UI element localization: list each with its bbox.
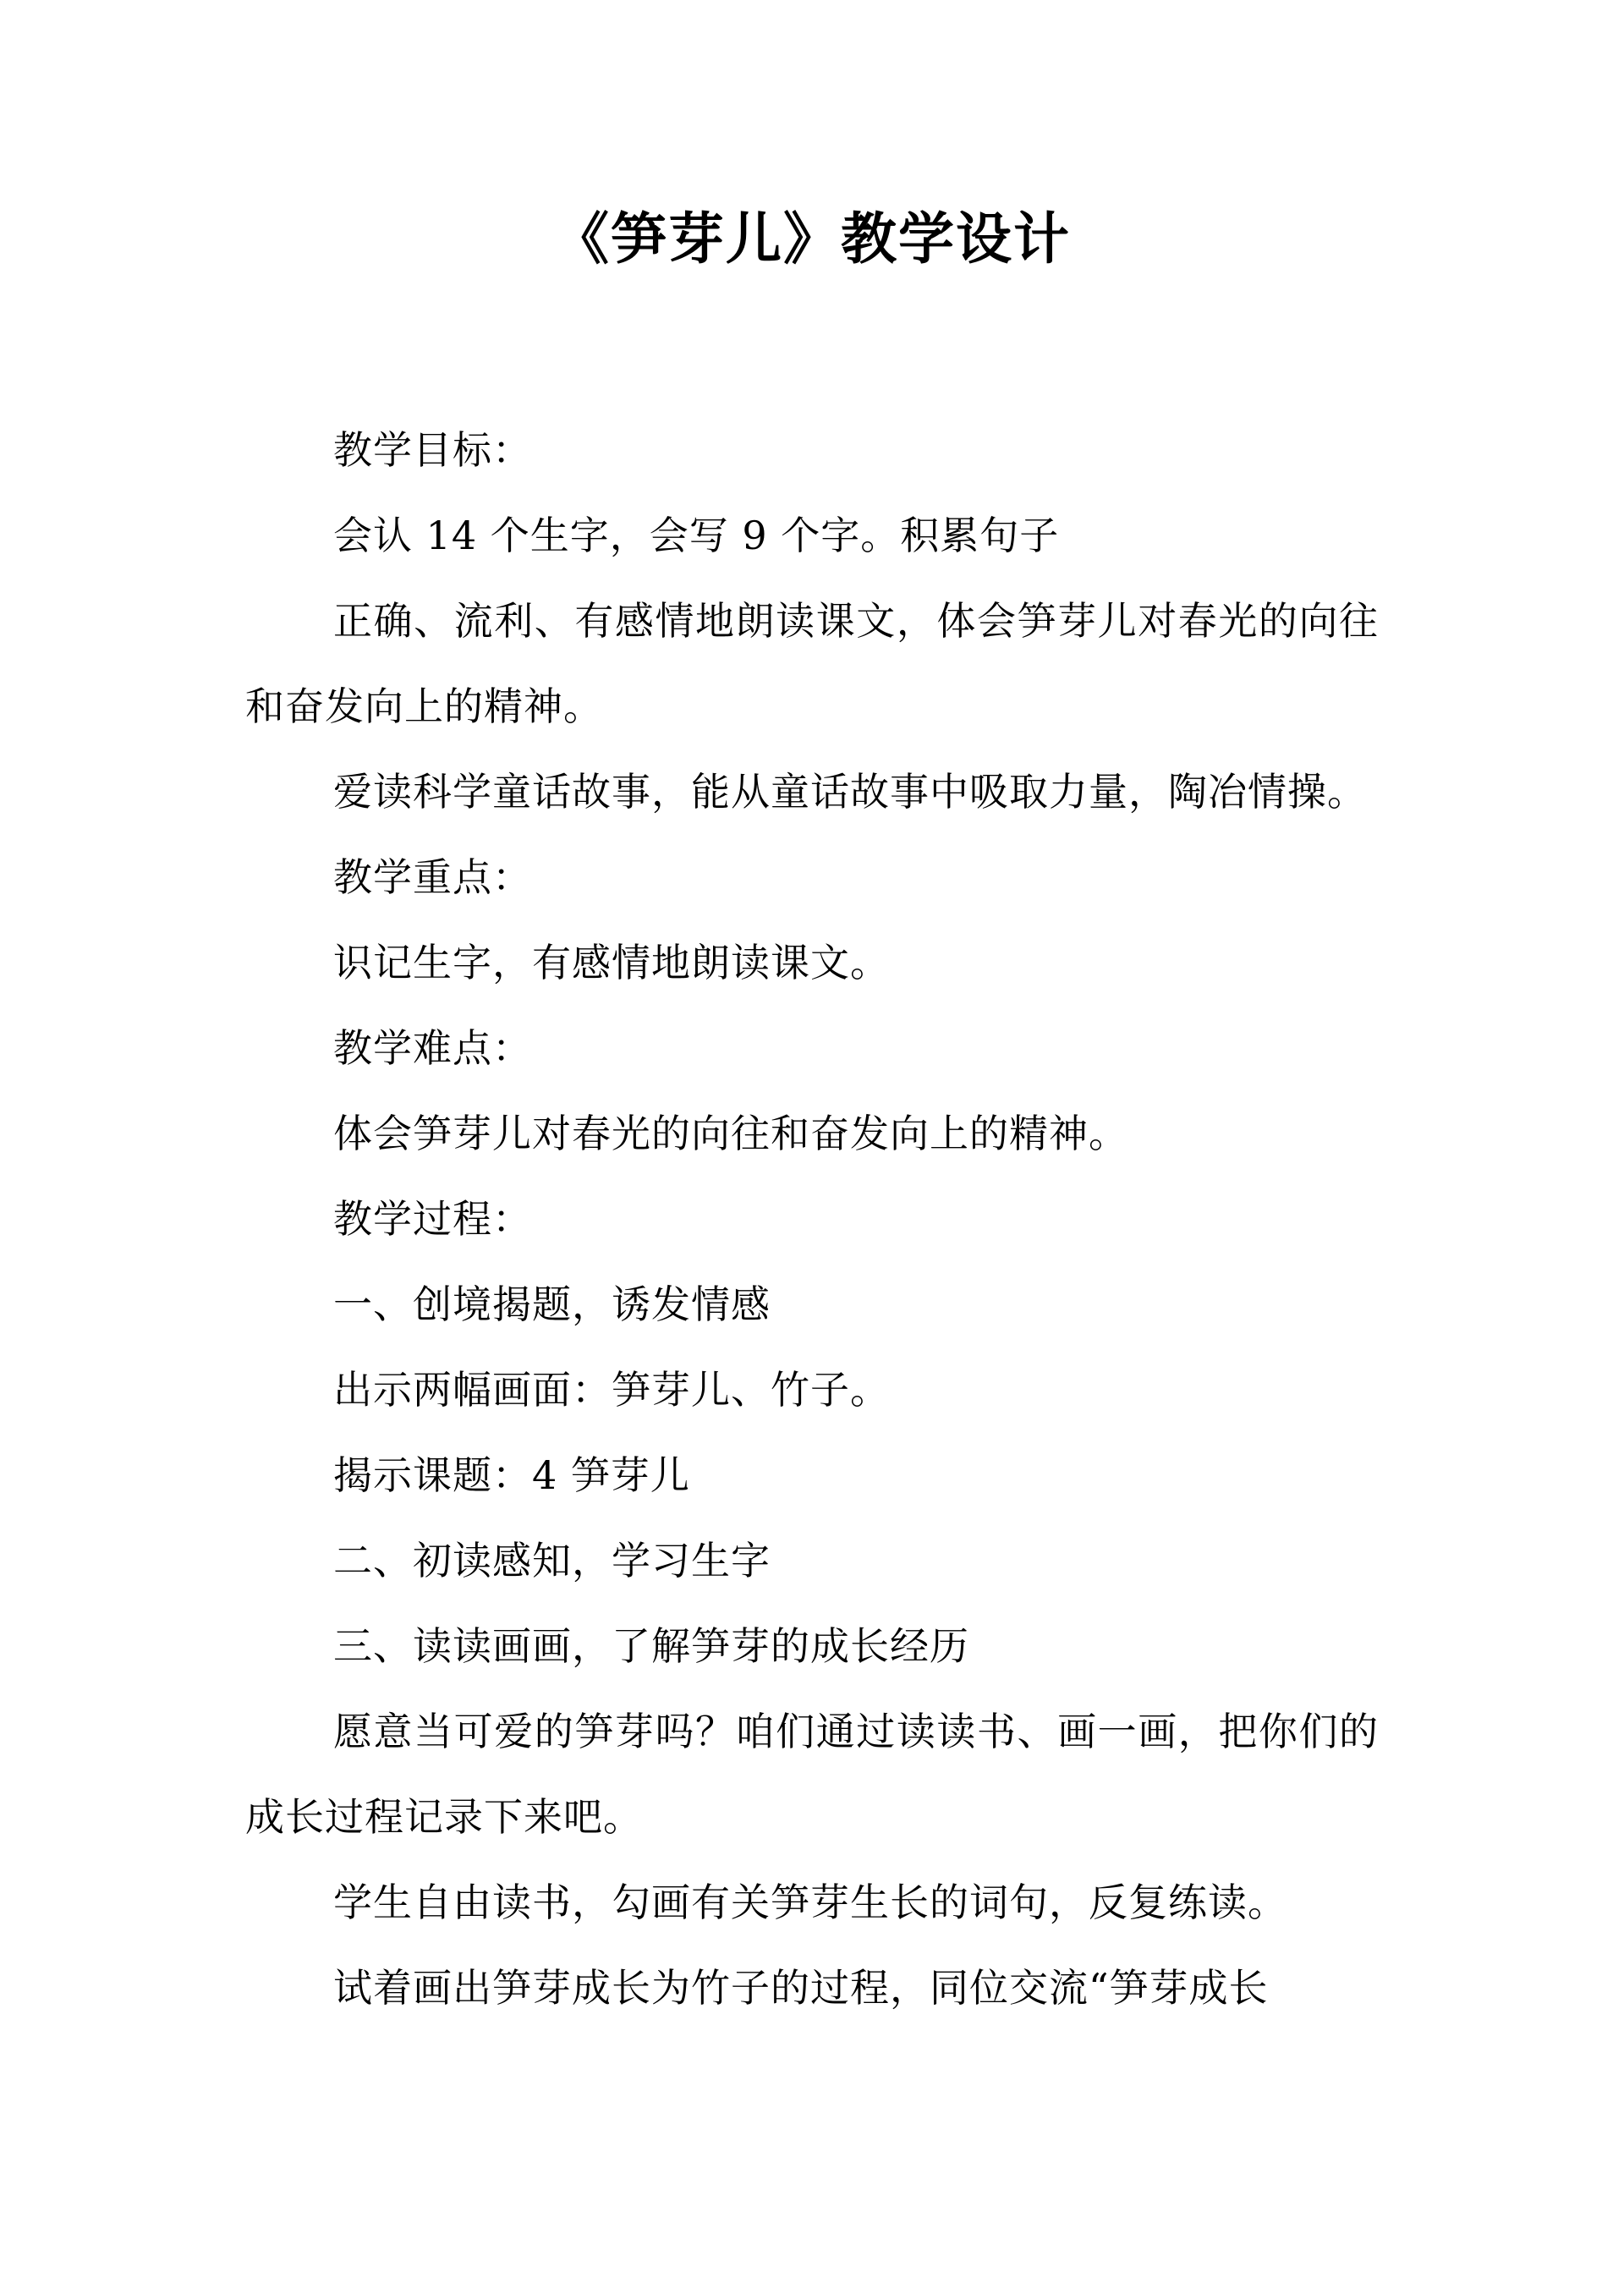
paragraph-willing-question: 愿意当可爱的笋芽吗？咱们通过读读书、画一画，把你们的成长过程记录下来吧。 (245, 1709, 1379, 1840)
paragraph-teaching-objectives-heading: 教学目标： (333, 427, 532, 473)
paragraph-step-one: 一、创境揭题，诱发情感 (333, 1281, 771, 1327)
paragraph-show-pictures: 出示两幅画面：笋芽儿、竹子。 (333, 1367, 890, 1413)
document-body (245, 408, 1379, 2031)
paragraph-objective-characters: 会认 14 个生字，会写 9 个字。积累句子 (333, 513, 1060, 558)
document-title: 《笋芽儿》教学设计 (553, 206, 1071, 272)
paragraph-key-points: 识记生字，有感情地朗读课文。 (333, 940, 890, 985)
paragraph-key-points-heading: 教学重点： (333, 854, 532, 900)
paragraph-reveal-topic: 揭示课题：4 笋芽儿 (333, 1452, 690, 1498)
paragraph-objective-reading: 正确、流利、有感情地朗读课文，体会笋芽儿对春光的向往和奋发向上的精神。 (245, 598, 1379, 729)
paragraph-step-three: 三、读读画画，了解笋芽的成长经历 (333, 1623, 969, 1669)
paragraph-draw-process: 试着画出笋芽成长为竹子的过程，同位交流“笋芽成长 (333, 1965, 1269, 2011)
paragraph-difficulties: 体会笋芽儿对春光的向往和奋发向上的精神。 (333, 1111, 1128, 1156)
paragraph-objective-stories: 爱读科学童话故事，能从童话故事中吸取力量，陶冶情操。 (333, 769, 1367, 815)
paragraph-process-heading: 教学过程： (333, 1196, 532, 1242)
paragraph-step-two: 二、初读感知，学习生字 (333, 1538, 771, 1583)
paragraph-free-reading: 学生自由读书，勾画有关笋芽生长的词句，反复练读。 (333, 1880, 1287, 1925)
paragraph-difficulties-heading: 教学难点： (333, 1025, 532, 1071)
